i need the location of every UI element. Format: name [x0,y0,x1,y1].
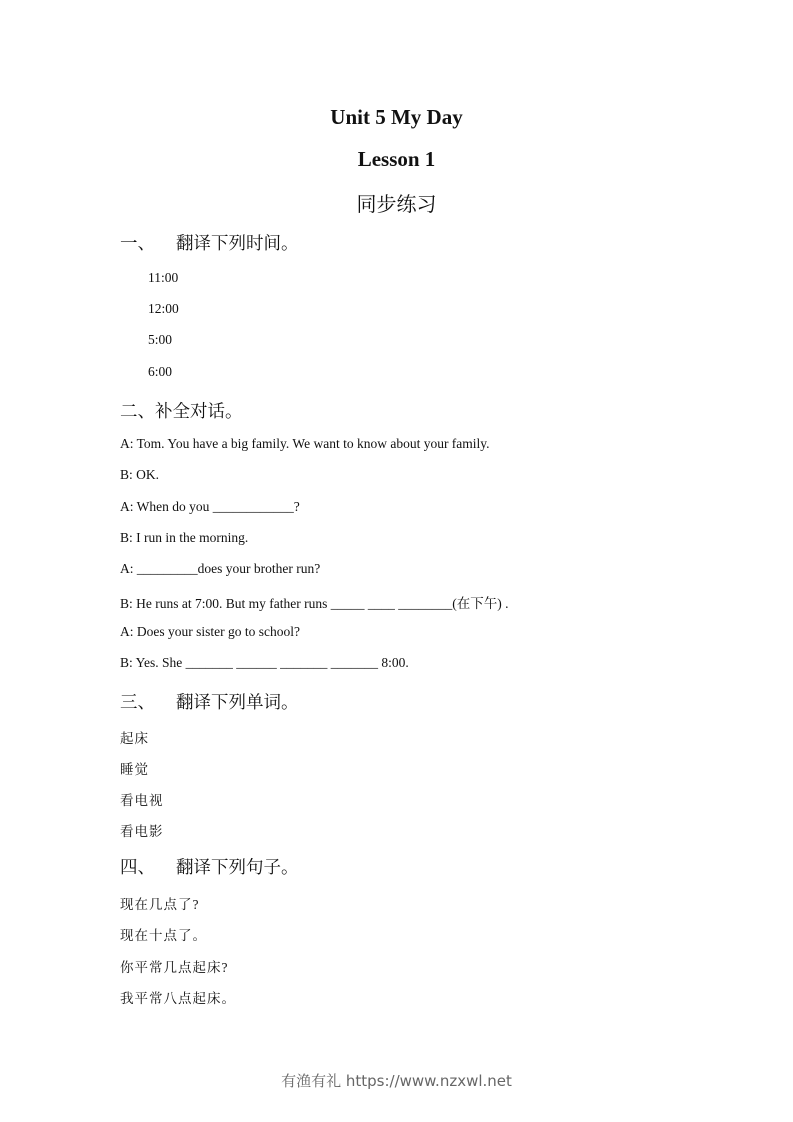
list-item: 现在十点了。 [120,928,207,943]
dialogue-line: B: He runs at 7:00. But my father runs _____ ____ ________(在下午) . [120,596,509,611]
list-item: 5:00 [148,332,173,347]
list-item: 睡觉 [120,762,149,777]
list-item: 12:00 [148,301,179,316]
dialogue-line: B: OK. [120,467,160,482]
section-2-heading [120,398,243,423]
section-title: 翻译下列单词。 [176,693,299,713]
section-number: 一、 [120,234,155,254]
section-title: 补全对话。 [155,402,243,422]
section-number: 三、 [120,693,155,713]
dialogue-line: A: Does your sister go to school? [120,624,300,639]
list-item: 看电视 [120,793,164,808]
dialogue-line: B: I run in the morning. [120,530,249,545]
section-3-heading [120,689,299,714]
section-title: 翻译下列时间。 [176,234,299,254]
section-4-heading [120,854,299,879]
list-item: 6:00 [148,364,173,379]
lesson-title: Lesson 1 [357,147,436,171]
section-number: 二、 [120,402,155,422]
list-item: 你平常几点起床? [120,960,229,975]
list-item: 11:00 [148,270,179,285]
list-item: 看电影 [120,824,164,839]
dialogue-line: A: _________does your brother run? [120,561,321,576]
list-item: 我平常八点起床。 [120,991,236,1006]
list-item: 起床 [120,731,149,746]
page-subtitle: 同步练习 [356,192,437,216]
list-item: 现在几点了? [120,897,200,912]
dialogue-line: A: Tom. You have a big family. We want to know about your family. [120,436,490,451]
dialogue-line: B: Yes. She _______ ______ _______ _______ 8:00. [120,655,409,670]
section-number: 四、 [120,858,155,878]
page-title: Unit 5 My Day [330,105,463,129]
section-title: 翻译下列句子。 [176,858,299,878]
dialogue-line: A: When do you ____________? [120,499,300,514]
footer-watermark: 有渔有礼 https://www.nzxwl.net [281,1072,512,1090]
section-1-heading [120,230,299,255]
